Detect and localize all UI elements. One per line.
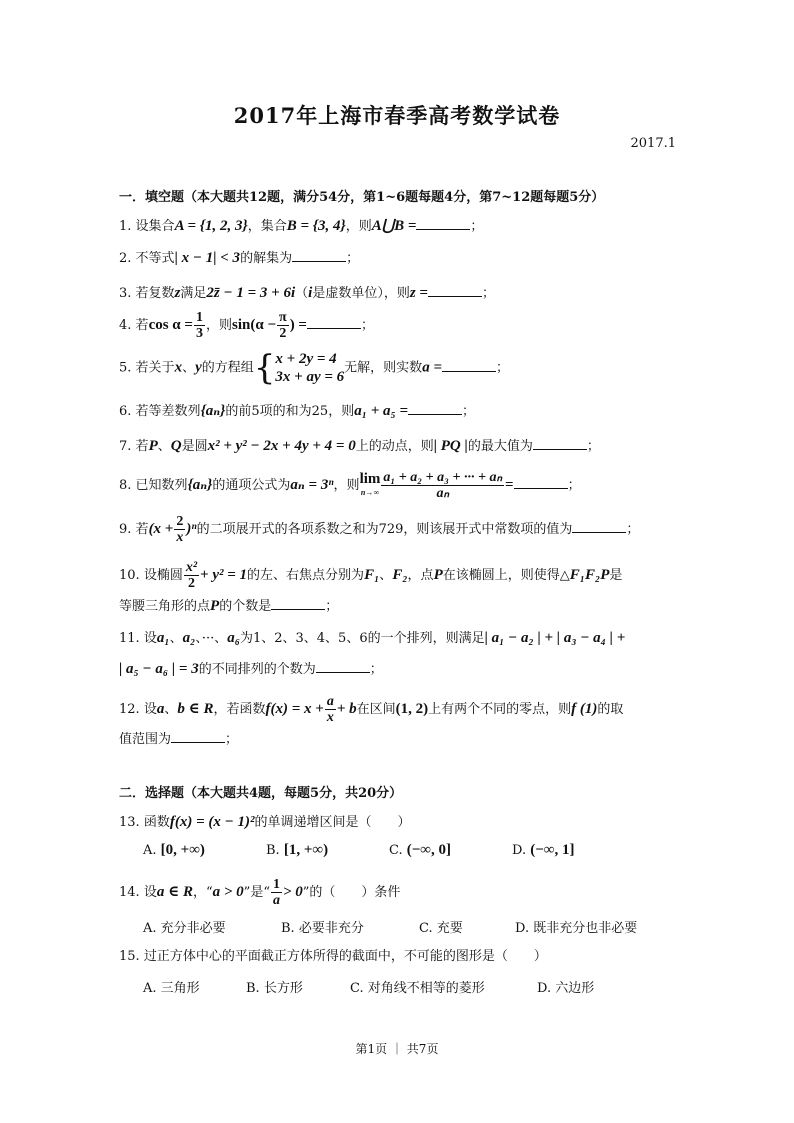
fraction: $\frac{1}{3}$ (195, 310, 203, 341)
option-a[interactable]: A. [0, +∞) (143, 842, 205, 858)
option-c[interactable]: C. 充要 (419, 921, 463, 936)
answer-blank[interactable] (572, 520, 626, 533)
fraction: $\frac{a}{x}$ (326, 694, 334, 725)
question-1: 1. 设集合A = {1, 2, 3}，集合B = {3, 4}，则A⋃B = ； (119, 218, 484, 234)
question-12-line2: 值范围为 ； (119, 732, 239, 747)
option-d[interactable]: D. 六边形 (537, 981, 595, 996)
fraction: $\frac{\text{a₁ + a₂ + a₃ + ··· + aₙ}}{\text{aₙ}}$ (383, 470, 503, 501)
question-8: 8. 已知数列{aₙ}的通项公式为aₙ = 3ⁿ，则 lim n→∞ $\frac{\text{a₁ + a₂ + a₃ + ··· + aₙ}}{\text{aₙ}}$ = ； (119, 470, 581, 501)
question-11-line2: | a₅ − a₆ | = 3的不同排列的个数为 ； (119, 661, 383, 677)
section-2-heading: 二．选择题（本大题共4题，每题5分，共20分） (119, 786, 403, 801)
question-6: 6. 若等差数列{aₙ}的前5项的和为25，则a₁ + a₅ = ； (119, 403, 476, 419)
option-a[interactable]: A. 三角形 (143, 981, 200, 996)
option-c[interactable]: C. (−∞, 0] (389, 842, 451, 858)
option-b[interactable]: B. [1, +∞) (266, 842, 329, 858)
exam-date: 2017.1 (630, 136, 676, 151)
answer-blank[interactable] (307, 316, 361, 329)
answer-blank[interactable] (416, 217, 470, 230)
brace-icon: { (253, 348, 276, 388)
question-15: 15. 过正方体中心的平面截正方体所得的截面中，不可能的图形是（ ） (119, 949, 547, 964)
question-13: 13. 函数f(x) = (x − 1)²的单调递增区间是（ ） (119, 814, 411, 830)
question-11: 11. 设a₁、a₂、···、a₆为1、2、3、4、5、6的一个排列，则满足| a₁ − a₂ | + | a₃ − a₄ | + (119, 630, 626, 646)
answer-blank[interactable] (533, 437, 587, 450)
answer-blank[interactable] (171, 730, 225, 743)
equation-system: x + 2y = 4 3x + ay = 6 (275, 351, 345, 385)
question-12: 12. 设a、b ∈ R，若函数f(x) = x + $\frac{a}{x}$ + b在区间(1, 2)上有两个不同的零点，则f (1)的取 (119, 694, 624, 725)
option-b[interactable]: B. 长方形 (246, 981, 303, 996)
question-2: 2. 不等式| x − 1| < 3的解集为 ； (119, 250, 360, 266)
question-4: 4. 若cos α = $\frac{1}{3}$ ，则sin(α − $\frac{\pi}{2}$ ) = ； (119, 310, 374, 341)
option-d[interactable]: D. 既非充分也非必要 (515, 921, 638, 936)
question-9: 9. 若(x + $\frac{2}{x}$ )ⁿ的二项展开式的各项系数之和为729，则该展开式中常数项的值为 ； (119, 514, 640, 545)
question-14-options (143, 917, 637, 936)
question-15-options (143, 977, 594, 996)
answer-blank[interactable] (442, 359, 496, 372)
question-10: 10. 设椭圆 $\frac{\text{x²}}{2}$ + y² = 1的左、右焦点分别为F₁、F₂，点P在该椭圆上，则使得△F₁F₂P是 (119, 560, 623, 591)
page-title: 2017年上海市春季高考数学试卷 (233, 103, 561, 128)
option-c[interactable]: C. 对角线不相等的菱形 (350, 981, 485, 996)
option-b[interactable]: B. 必要非充分 (281, 921, 364, 936)
fraction: $\frac{1}{a}$ (272, 877, 280, 908)
limit-operator: lim n→∞ (359, 470, 381, 497)
question-5: 5. 若关于x、y的方程组{ x + 2y = 4 3x + ay = 6 无解，则实数a = ； (119, 348, 510, 388)
fraction: $\frac{2}{x}$ (176, 514, 184, 545)
answer-blank[interactable] (271, 597, 325, 610)
answer-blank[interactable] (514, 476, 568, 489)
question-14: 14. 设a ∈ R，“a > 0”是“ $\frac{1}{a}$ > 0”的（ ）条件 (119, 877, 401, 908)
answer-blank[interactable] (408, 402, 462, 415)
option-d[interactable]: D. (−∞, 1] (512, 842, 575, 858)
page-footer: 第1页 ｜ 共7页 (355, 1042, 439, 1056)
answer-blank[interactable] (292, 249, 346, 262)
option-a[interactable]: A. 充分非必要 (143, 921, 226, 936)
fraction: $\frac{\text{x²}}{2}$ (185, 560, 198, 591)
section-1-heading: 一．填空题（本大题共12题，满分54分，第1~6题每题4分，第7~12题每题5分） (119, 190, 605, 205)
question-7: 7. 若P、Q是圆x² + y² − 2x + 4y + 4 = 0上的动点，则| PQ |的最大值为 ； (119, 438, 600, 454)
fraction: $\frac{\pi}{2}$ (279, 310, 287, 341)
answer-blank[interactable] (428, 284, 482, 297)
question-10-line2: 等腰三角形的点P的个数是 ； (119, 598, 339, 614)
question-13-options (143, 842, 574, 859)
answer-blank[interactable] (316, 660, 370, 673)
question-3: 3. 若复数z满足2z̄ − 1 = 3 + 6i（i是虚数单位），则z = ； (119, 285, 495, 301)
